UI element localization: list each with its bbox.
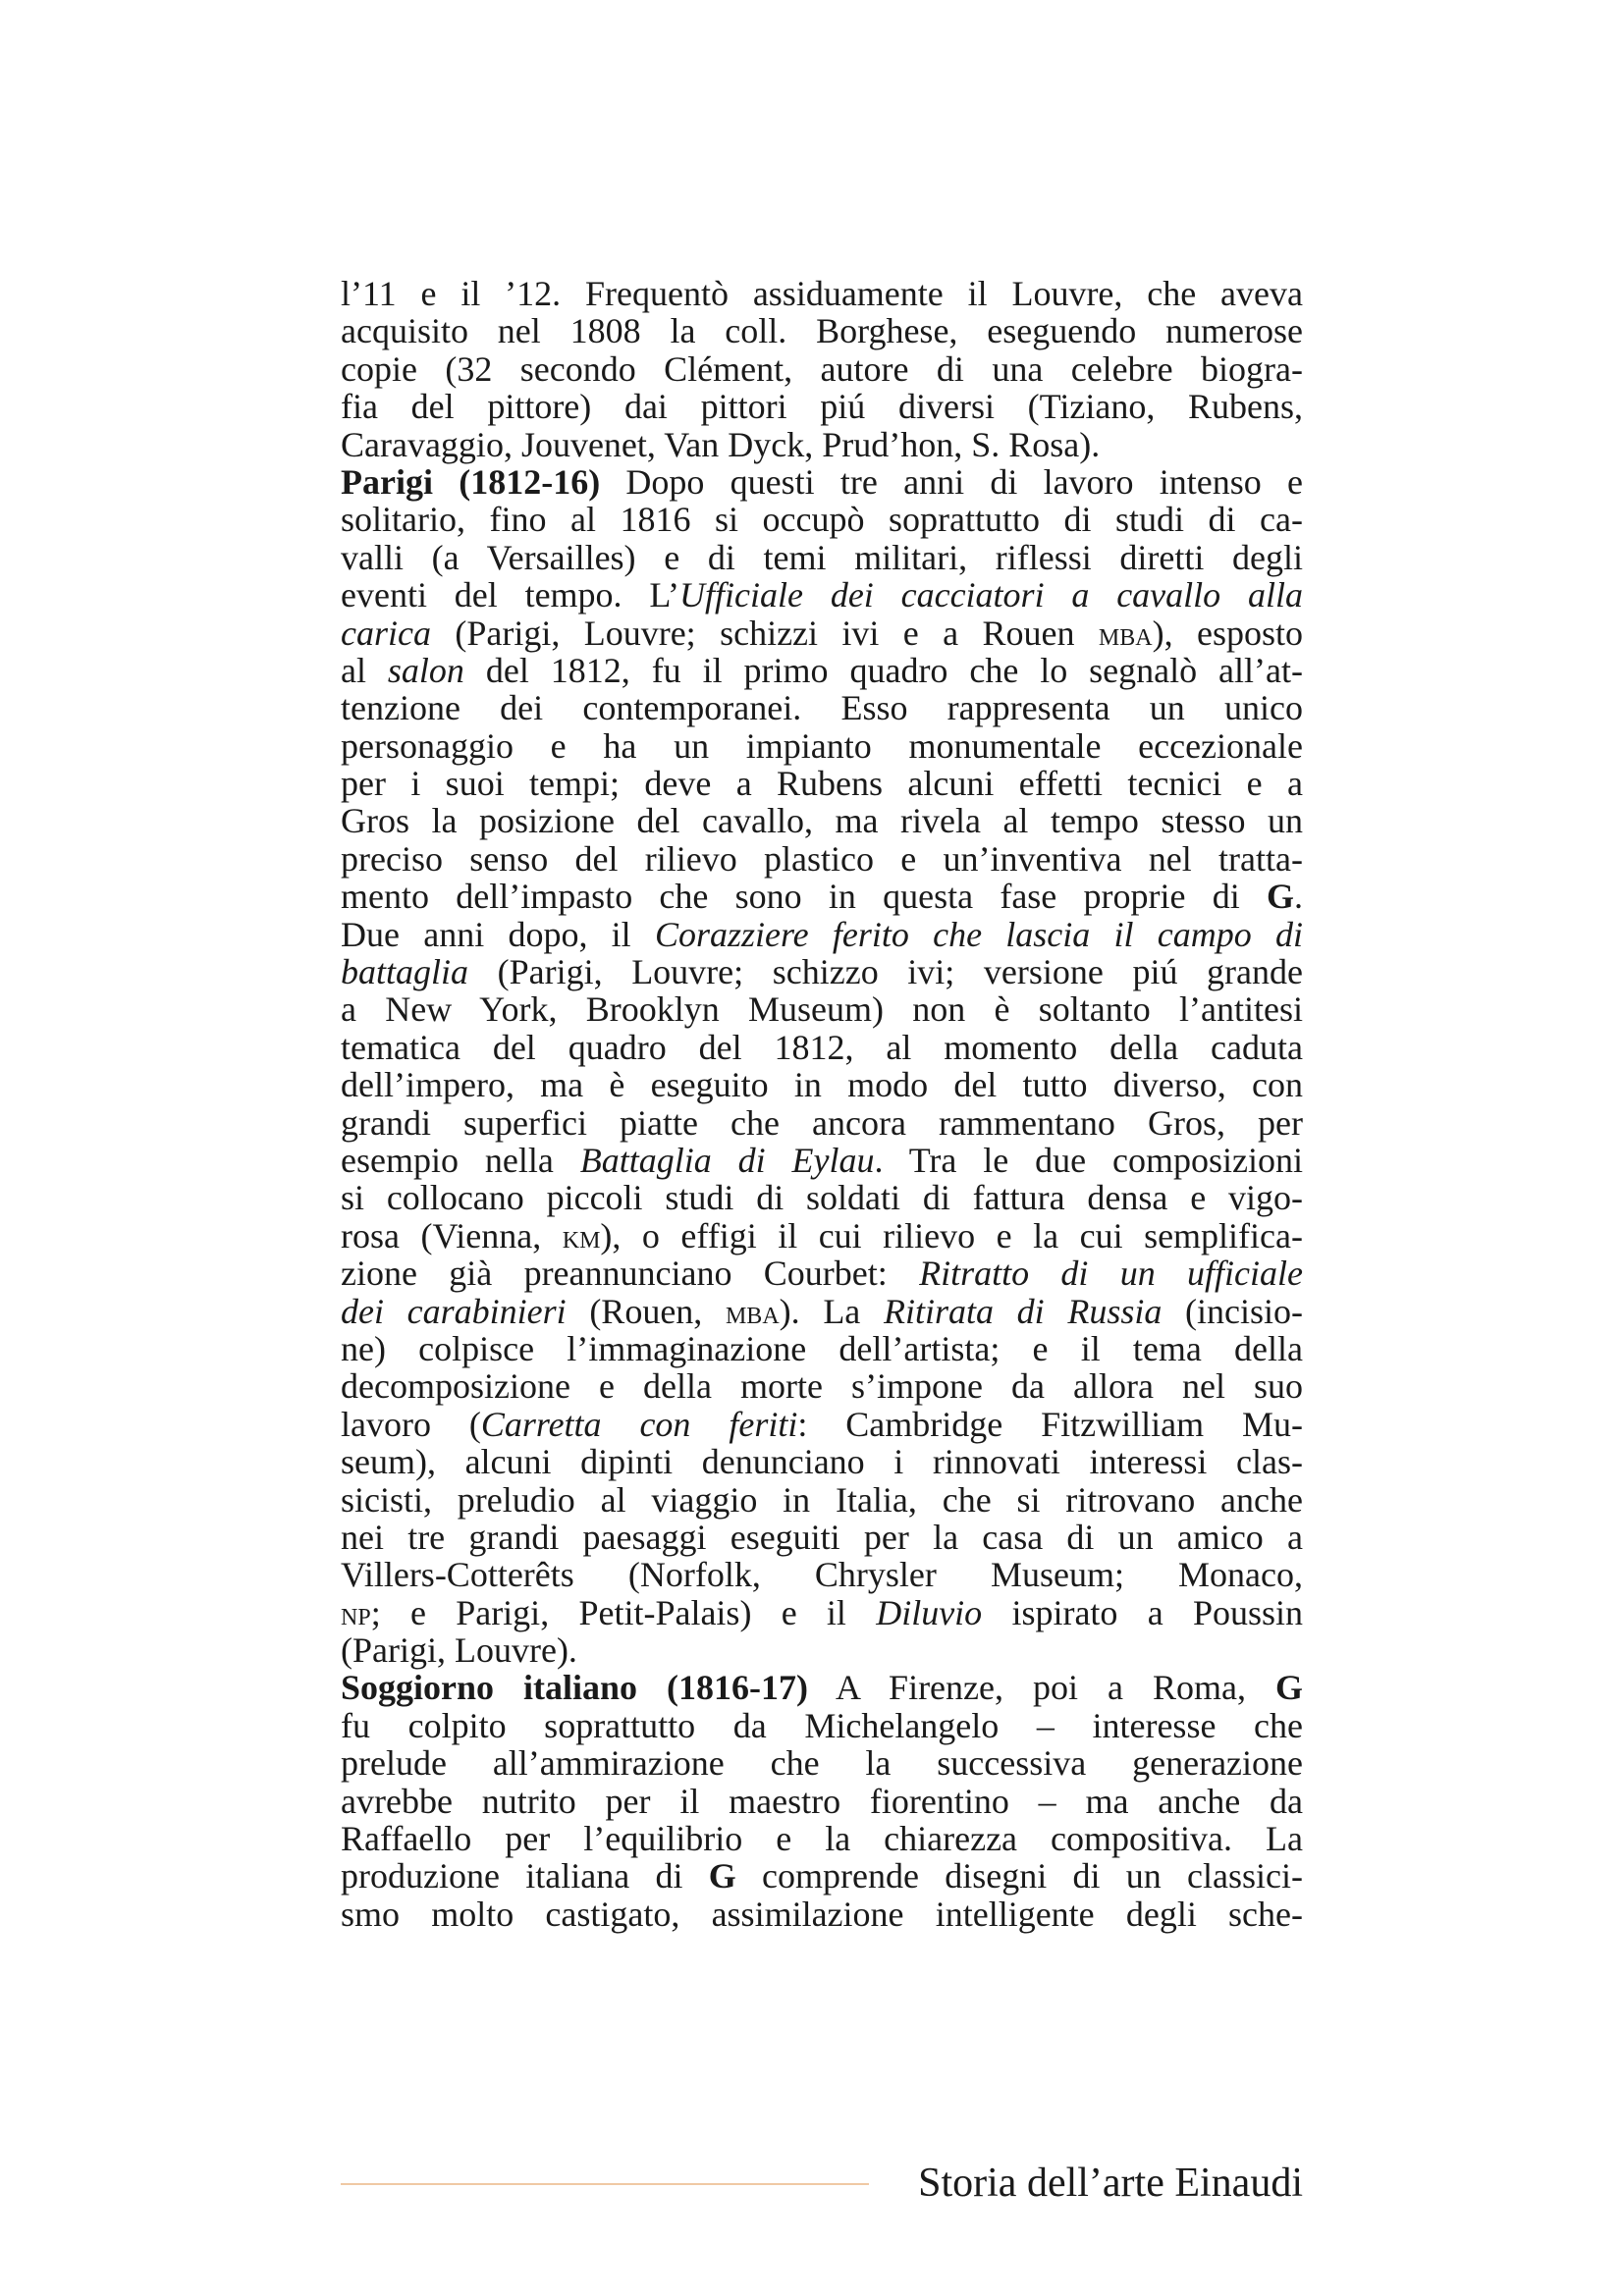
text-line: [341, 1179, 1303, 1216]
text-segment: fia del pittore) dai pittori piú diversi (Tiziano, Rubens,: [341, 387, 1303, 427]
text-segment: a New York, Brooklyn Museum) non è soltanto l’antitesi: [341, 989, 1303, 1030]
text-line: [341, 727, 1303, 765]
text-segment: (Parigi, Louvre; schizzi ivi e a Rouen: [430, 613, 1099, 653]
text-segment: . Tra le due composizioni: [874, 1140, 1303, 1180]
text-line: [341, 1481, 1303, 1519]
text-segment: .: [1294, 877, 1303, 917]
text-line: [341, 539, 1303, 576]
text-line: [341, 1857, 1303, 1895]
text-segment: eventi del tempo. L’: [341, 575, 680, 615]
footer-title: Storia dell’arte Einaudi: [918, 2161, 1303, 2206]
body-text: [341, 275, 1303, 1933]
small-caps-text: mba: [725, 1294, 780, 1331]
text-segment: produzione italiana di: [341, 1856, 709, 1896]
text-segment: comprende disegni di un classici-: [735, 1856, 1303, 1896]
text-line: [341, 916, 1303, 953]
text-line: [341, 1367, 1303, 1405]
text-line: [341, 689, 1303, 726]
text-line: [341, 953, 1303, 990]
text-line: [341, 1217, 1303, 1255]
text-segment: del 1812, fu il primo quadro che lo segnalò all’at-: [463, 650, 1303, 690]
text-line: [341, 576, 1303, 614]
italic-text: Ritirata di Russia: [883, 1291, 1163, 1331]
text-line: [341, 1631, 1303, 1669]
italic-text: salon: [387, 650, 464, 690]
text-segment: ), o effigi il cui rilievo e la cui semplifica-: [600, 1215, 1303, 1255]
text-line: [341, 1669, 1303, 1706]
text-segment: Raffaello per l’equilibrio e la chiarezza compositiva. La: [341, 1819, 1303, 1859]
text-segment: seum), alcuni dipinti denunciano i rinnovati interessi clas-: [341, 1442, 1303, 1482]
footer-rule: [341, 2183, 869, 2185]
text-segment: per i suoi tempi; deve a Rubens alcuni effetti tecnici e a: [341, 764, 1303, 804]
text-line: [341, 1744, 1303, 1782]
bold-text: Soggiorno italiano (1816-17): [341, 1668, 809, 1708]
text-line: [341, 1896, 1303, 1933]
text-segment: copie (32 secondo Clément, autore di una celebre biogra-: [341, 348, 1303, 389]
text-segment: grandi superfici piatte che ancora rammentano Gros, per: [341, 1102, 1303, 1143]
italic-text: battaglia: [341, 952, 469, 992]
text-line: [341, 765, 1303, 802]
text-segment: Dopo questi tre anni di lavoro intenso e: [600, 461, 1303, 502]
text-segment: Caravaggio, Jouvenet, Van Dyck, Prud’hon, S. Rosa).: [341, 424, 1101, 464]
text-segment: (Parigi, Louvre; schizzo ivi; versione piú grande: [468, 952, 1303, 992]
text-segment: Villers-Cotterêts (Norfolk, Chrysler Museum; Monaco,: [341, 1555, 1303, 1595]
text-line: [341, 1406, 1303, 1443]
text-segment: Due anni dopo, il: [341, 914, 655, 954]
text-segment: nei tre grandi paesaggi eseguiti per la casa di un amico a: [341, 1517, 1303, 1557]
text-segment: ispirato a Poussin: [982, 1592, 1303, 1632]
text-segment: : Cambridge Fitzwilliam Mu-: [797, 1404, 1304, 1444]
text-segment: avrebbe nutrito per il maestro fiorentino – ma anche da: [341, 1781, 1303, 1821]
italic-text: Carretta con feriti: [480, 1404, 798, 1444]
text-segment: decomposizione e della morte s’impone da allora nel suo: [341, 1366, 1303, 1407]
italic-text: Ufficiale dei cacciatori a cavallo alla: [679, 575, 1303, 615]
text-line: [341, 1556, 1303, 1593]
bold-text: G: [1266, 877, 1294, 917]
text-segment: si collocano piccoli studi di soldati di fattura densa e vigo-: [341, 1178, 1303, 1218]
text-segment: dell’impero, ma è eseguito in modo del tutto diverso, con: [341, 1065, 1303, 1105]
text-segment: acquisito nel 1808 la coll. Borghese, eseguendo numerose: [341, 311, 1303, 351]
bold-text: G: [708, 1856, 736, 1896]
text-segment: mento dell’impasto che sono in questa fase proprie di: [341, 877, 1267, 917]
text-segment: ne) colpisce l’immaginazione dell’artista; e il tema della: [341, 1328, 1303, 1368]
text-segment: valli (a Versailles) e di temi militari, riflessi diretti degli: [341, 537, 1303, 577]
text-line: [341, 501, 1303, 538]
italic-text: Battaglia di Eylau: [579, 1140, 875, 1180]
text-line: [341, 275, 1303, 312]
text-segment: lavoro (: [341, 1404, 481, 1444]
text-line: [341, 878, 1303, 915]
text-segment: smo molto castigato, assimilazione intelligente degli sche-: [341, 1894, 1303, 1934]
text-segment: rosa (Vienna,: [341, 1215, 563, 1255]
italic-text: Corazziere ferito che lascia il campo di: [654, 914, 1303, 954]
text-line: [341, 1707, 1303, 1744]
text-line: [341, 1029, 1303, 1066]
text-segment: ). La: [779, 1291, 884, 1331]
text-line: [341, 652, 1303, 689]
text-segment: esempio nella: [341, 1140, 580, 1180]
italic-text: dei carabinieri: [341, 1291, 567, 1331]
text-line: [341, 1519, 1303, 1556]
text-line: [341, 388, 1303, 425]
text-line: [341, 1783, 1303, 1820]
text-line: [341, 312, 1303, 349]
bold-text: G: [1274, 1668, 1303, 1708]
bold-text: Parigi (1812-16): [341, 461, 601, 502]
text-line: [341, 1443, 1303, 1480]
text-segment: l’11 e il ’12. Frequentò assiduamente il Louvre, che aveva: [341, 274, 1303, 313]
text-segment: Gros la posizione del cavallo, ma rivela al tempo stesso un: [341, 801, 1303, 841]
small-caps-text: mba: [1098, 615, 1153, 653]
text-line: [341, 1330, 1303, 1367]
text-segment: zione già preannunciano Courbet:: [341, 1254, 920, 1294]
text-segment: (Parigi, Louvre).: [341, 1630, 577, 1671]
text-line: [341, 1255, 1303, 1292]
text-line: [341, 990, 1303, 1028]
text-segment: sicisti, preludio al viaggio in Italia, che si ritrovano anche: [341, 1479, 1303, 1520]
small-caps-text: np: [341, 1595, 371, 1632]
text-segment: solitario, fino al 1816 si occupò soprattutto di studi di ca-: [341, 500, 1303, 540]
italic-text: Diluvio: [876, 1592, 983, 1632]
text-line: [341, 614, 1303, 652]
text-segment: personaggio e ha un impianto monumentale eccezionale: [341, 725, 1303, 766]
text-line: [341, 350, 1303, 388]
text-segment: tematica del quadro del 1812, al momento della caduta: [341, 1027, 1303, 1067]
text-segment: prelude all’ammirazione che la successiva generazione: [341, 1743, 1303, 1784]
text-line: [341, 1594, 1303, 1631]
italic-text: Ritratto di un ufficiale: [919, 1254, 1303, 1294]
text-segment: A Firenze, poi a Roma,: [808, 1668, 1275, 1708]
text-segment: (incisio-: [1162, 1291, 1303, 1331]
text-line: [341, 463, 1303, 501]
text-segment: al: [341, 650, 388, 690]
text-segment: tenzione dei contemporanei. Esso rappresenta un unico: [341, 688, 1303, 728]
text-line: [341, 1293, 1303, 1330]
text-line: [341, 426, 1303, 463]
text-segment: (Rouen,: [566, 1291, 726, 1331]
text-line: [341, 840, 1303, 878]
italic-text: carica: [341, 613, 431, 653]
text-line: [341, 1104, 1303, 1142]
small-caps-text: km: [562, 1218, 601, 1255]
text-line: [341, 1820, 1303, 1857]
text-segment: fu colpito soprattutto da Michelangelo – interesse che: [341, 1705, 1303, 1745]
text-segment: ), esposto: [1152, 613, 1303, 653]
text-line: [341, 802, 1303, 839]
text-line: [341, 1142, 1303, 1179]
text-segment: ; e Parigi, Petit-Palais) e il: [370, 1592, 877, 1632]
text-segment: preciso senso del rilievo plastico e un’inventiva nel tratta-: [341, 838, 1303, 879]
text-line: [341, 1066, 1303, 1103]
